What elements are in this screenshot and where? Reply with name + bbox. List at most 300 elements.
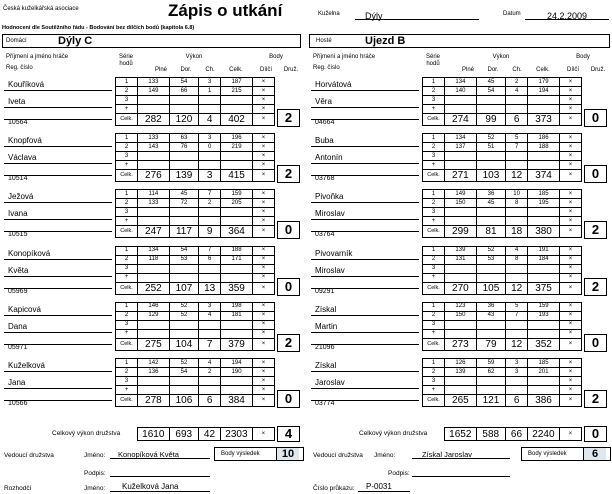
series-value: 52 xyxy=(169,359,198,368)
association-name: Česká kuželkářská asociace xyxy=(3,6,79,12)
total-value: 18 xyxy=(506,226,528,238)
series-value: 36 xyxy=(476,302,505,311)
player-points: 2 xyxy=(277,334,300,352)
total-label: Celk. xyxy=(116,395,138,407)
series-value: 149 xyxy=(445,190,477,199)
sub-point-cell: × xyxy=(252,329,274,338)
player-firstname: Věra xyxy=(315,97,332,106)
sub-point-cell: × xyxy=(252,208,274,217)
series-value: 45 xyxy=(169,190,198,199)
team-total-table xyxy=(137,427,275,441)
series-table xyxy=(422,302,582,351)
sub-point-cell: × xyxy=(559,199,581,208)
player-reg-number: 10514 xyxy=(8,175,28,183)
sub-point-cell: × xyxy=(252,217,274,226)
series-value: 8 xyxy=(506,255,528,264)
sub-point-cell: × xyxy=(559,217,581,226)
series-value: 8 xyxy=(506,199,528,208)
total-value: 81 xyxy=(476,226,505,238)
series-number: 3 xyxy=(423,320,445,329)
total-label: Celk. xyxy=(423,395,445,407)
series-number: 3 xyxy=(423,96,445,105)
player-firstname: Dana xyxy=(8,321,28,331)
series-number: 1 xyxy=(116,246,138,255)
series-number: 1 xyxy=(116,302,138,311)
series-value xyxy=(445,320,477,329)
series-value: 45 xyxy=(476,78,505,87)
name-underline xyxy=(311,202,419,203)
referee-name: Kuželková Jana xyxy=(122,482,179,491)
series-value: 185 xyxy=(528,190,560,199)
home-col-player: Příjmení a jméno hráče xyxy=(6,54,69,60)
series-value xyxy=(138,273,170,282)
name-underline xyxy=(311,219,419,220)
series-value: 59 xyxy=(476,359,505,368)
guest-leader-label: Vedoucí družstva xyxy=(313,452,363,459)
series-number: 2 xyxy=(423,255,445,264)
series-number: 1 xyxy=(423,190,445,199)
name-underline xyxy=(311,146,419,147)
series-number: 1 xyxy=(116,134,138,143)
match-points-label: Body výsledek xyxy=(528,451,567,457)
name-underline xyxy=(311,315,419,316)
series-number: + xyxy=(116,329,138,338)
player-firstname: Jaroslav xyxy=(315,378,345,387)
series-value: 191 xyxy=(528,246,560,255)
series-value xyxy=(199,377,221,386)
total-value: 374 xyxy=(528,170,560,182)
series-value xyxy=(506,320,528,329)
series-value xyxy=(138,320,170,329)
total-value: 107 xyxy=(169,282,198,294)
guest-name-label: Jméno: xyxy=(374,452,396,459)
series-value xyxy=(199,105,221,114)
total-label: Celk. xyxy=(423,282,445,294)
series-value xyxy=(528,152,560,161)
name-underline xyxy=(311,344,419,345)
player-firstname: Antonín xyxy=(315,153,343,163)
series-value xyxy=(138,105,170,114)
sub-point-cell: × xyxy=(252,96,274,105)
series-value: 2 xyxy=(506,78,528,87)
home-col-total: Celk. xyxy=(229,67,243,73)
sub-point-cell: × xyxy=(252,368,274,377)
series-value: 52 xyxy=(476,246,505,255)
team-total-label: Celkový výkon družstva xyxy=(359,430,428,437)
series-table xyxy=(422,189,582,238)
series-value: 129 xyxy=(138,311,170,320)
guest-col-clear: Dor. xyxy=(487,67,499,73)
series-number: 3 xyxy=(116,377,138,386)
team-total-value: 2240 xyxy=(528,428,560,441)
sub-point-cell: × xyxy=(559,368,581,377)
player-firstname: Václava xyxy=(8,153,37,163)
date-label: Datum xyxy=(503,11,521,17)
series-value xyxy=(528,161,560,170)
name-underline xyxy=(311,175,419,176)
name-underline xyxy=(311,163,419,164)
series-table xyxy=(115,77,275,126)
home-player-block xyxy=(2,131,302,187)
series-value: 114 xyxy=(138,190,170,199)
series-value: 53 xyxy=(169,255,198,264)
name-underline xyxy=(4,231,112,232)
series-value: 131 xyxy=(445,255,477,264)
name-underline xyxy=(4,219,112,220)
series-value xyxy=(528,320,560,329)
player-surname: Konopíková xyxy=(8,248,51,258)
name-underline xyxy=(311,400,419,401)
series-value: 0 xyxy=(199,143,221,152)
name-underline xyxy=(4,175,112,176)
total-value: 252 xyxy=(138,282,170,294)
sub-point-cell: × xyxy=(252,199,274,208)
series-value: 195 xyxy=(528,199,560,208)
series-value: 133 xyxy=(138,199,170,208)
guest-player-block xyxy=(309,75,609,131)
name-underline xyxy=(4,107,112,108)
sub-point-cell: × xyxy=(559,377,581,386)
series-value xyxy=(199,208,221,217)
series-value: 63 xyxy=(169,134,198,143)
total-value: 6 xyxy=(506,114,528,126)
series-value: 76 xyxy=(169,143,198,152)
home-team-bar xyxy=(2,34,301,48)
name-underline xyxy=(311,332,419,333)
guest-col-performance: Výkon xyxy=(492,54,510,60)
sub-point-cell: × xyxy=(252,134,274,143)
player-points: 0 xyxy=(584,165,607,183)
player-reg-number: 05969 xyxy=(8,287,28,295)
series-value: 159 xyxy=(221,190,253,199)
series-value xyxy=(445,386,477,395)
home-col-series: Série hodů xyxy=(118,54,133,67)
name-underline xyxy=(4,119,112,120)
series-value xyxy=(445,273,477,282)
series-number: 2 xyxy=(116,199,138,208)
team-total-value: 1610 xyxy=(138,428,170,441)
team-total-table xyxy=(444,427,582,441)
series-number: + xyxy=(423,105,445,114)
series-value xyxy=(476,208,505,217)
guest-col-player: Příjmení a jméno hráče xyxy=(313,54,376,60)
name-underline xyxy=(311,231,419,232)
series-value: 7 xyxy=(506,311,528,320)
series-value: 150 xyxy=(445,199,477,208)
player-firstname: Ivana xyxy=(8,209,28,219)
series-value xyxy=(169,377,198,386)
series-number: 3 xyxy=(423,264,445,273)
series-value: 2 xyxy=(199,368,221,377)
total-value: 6 xyxy=(506,395,528,407)
name-underline xyxy=(4,388,112,389)
total-value: 275 xyxy=(138,338,170,350)
team-sub-cell: × xyxy=(252,428,274,441)
sub-point-cell: × xyxy=(252,161,274,170)
series-value: 52 xyxy=(169,302,198,311)
series-number: + xyxy=(423,161,445,170)
home-player-block xyxy=(2,244,302,300)
series-value: 4 xyxy=(506,246,528,255)
series-value: 72 xyxy=(169,199,198,208)
series-value: 4 xyxy=(199,359,221,368)
series-value: 136 xyxy=(138,368,170,377)
total-value: 12 xyxy=(506,338,528,350)
total-value: 117 xyxy=(169,226,198,238)
home-name-label: Jméno: xyxy=(84,452,106,459)
series-value xyxy=(169,273,198,282)
guest-signature-label: Podpis: xyxy=(388,470,410,477)
home-leader-name: Konopíková Květa xyxy=(118,450,179,459)
total-value: 375 xyxy=(528,282,560,294)
series-value xyxy=(199,152,221,161)
sub-point-cell: × xyxy=(252,87,274,96)
sub-point-cell: × xyxy=(252,311,274,320)
series-value: 52 xyxy=(169,311,198,320)
series-number: 1 xyxy=(423,302,445,311)
series-value xyxy=(476,152,505,161)
series-number: 2 xyxy=(423,311,445,320)
home-player-block xyxy=(2,300,302,356)
home-col-reg: Reg. číslo xyxy=(6,65,33,71)
series-number: 2 xyxy=(116,255,138,264)
series-number: 3 xyxy=(116,208,138,217)
series-table xyxy=(422,358,582,407)
series-value xyxy=(138,264,170,273)
player-surname: Kapicová xyxy=(8,304,41,314)
guest-signature-field xyxy=(412,466,510,477)
series-value xyxy=(169,329,198,338)
referee-label: Rozhodčí xyxy=(4,485,32,492)
series-table xyxy=(115,189,275,238)
series-value xyxy=(169,152,198,161)
name-underline xyxy=(311,288,419,289)
series-value xyxy=(169,96,198,105)
series-value xyxy=(199,329,221,338)
series-value: 150 xyxy=(445,311,477,320)
sub-point-cell: × xyxy=(252,320,274,329)
series-value xyxy=(506,161,528,170)
guest-team-name: Ujezd B xyxy=(365,35,406,47)
total-value: 299 xyxy=(445,226,477,238)
total-value: 104 xyxy=(169,338,198,350)
series-value xyxy=(138,152,170,161)
series-number: 1 xyxy=(116,190,138,199)
date-field xyxy=(525,6,609,20)
name-underline xyxy=(4,288,112,289)
series-number: + xyxy=(423,386,445,395)
guest-player-block xyxy=(309,187,609,243)
series-value xyxy=(445,377,477,386)
name-underline xyxy=(4,259,112,260)
series-value: 118 xyxy=(138,255,170,264)
team-sub-cell: × xyxy=(559,428,581,441)
series-value: 126 xyxy=(445,359,477,368)
series-value: 45 xyxy=(476,199,505,208)
sub-point-cell: × xyxy=(559,143,581,152)
series-value: 10 xyxy=(506,190,528,199)
series-number: 2 xyxy=(423,87,445,96)
home-signature-label: Podpis: xyxy=(84,470,106,477)
total-value: 99 xyxy=(476,114,505,126)
series-value: 194 xyxy=(528,87,560,96)
series-value xyxy=(221,264,253,273)
total-value: 6 xyxy=(199,395,221,407)
series-value xyxy=(506,96,528,105)
series-number: 3 xyxy=(423,377,445,386)
series-number: 3 xyxy=(423,208,445,217)
series-value xyxy=(528,96,560,105)
series-value xyxy=(476,96,505,105)
sub-point-cell: × xyxy=(559,302,581,311)
player-points: 0 xyxy=(584,334,607,352)
series-value xyxy=(138,377,170,386)
series-value: 1 xyxy=(199,87,221,96)
name-underline xyxy=(4,371,112,372)
series-value: 5 xyxy=(506,302,528,311)
series-value xyxy=(221,273,253,282)
guest-side-label: Hosté xyxy=(316,38,332,44)
player-surname: Pivovarník xyxy=(315,248,353,258)
sub-point-cell: × xyxy=(559,386,581,395)
name-underline xyxy=(311,388,419,389)
sub-point-cell: × xyxy=(252,282,274,294)
player-surname: Kouříková xyxy=(8,80,45,89)
team-total-value: 1652 xyxy=(445,428,477,441)
sub-point-cell: × xyxy=(252,395,274,407)
player-surname: Buba xyxy=(315,136,334,146)
page-title: Zápis o utkání xyxy=(168,1,283,20)
name-underline xyxy=(4,276,112,277)
player-surname: Pivoňka xyxy=(315,192,344,202)
series-number: 3 xyxy=(116,96,138,105)
total-label: Celk. xyxy=(116,170,138,182)
series-value xyxy=(221,96,253,105)
sub-point-cell: × xyxy=(559,320,581,329)
series-value: 3 xyxy=(199,302,221,311)
home-col-sub: Dílčí xyxy=(260,67,272,73)
series-number: 1 xyxy=(423,134,445,143)
total-value: 379 xyxy=(221,338,253,350)
sub-point-cell: × xyxy=(559,105,581,114)
name-underline xyxy=(311,276,419,277)
match-points-label: Body výsledek xyxy=(221,451,260,457)
alley-field xyxy=(355,6,479,20)
series-table xyxy=(115,358,275,407)
player-points: 0 xyxy=(277,278,300,296)
name-underline xyxy=(311,90,419,91)
name-underline xyxy=(4,315,112,316)
home-col-full: Plné xyxy=(154,67,167,73)
sub-point-cell: × xyxy=(559,87,581,96)
series-number: 1 xyxy=(423,246,445,255)
home-col-match: Druž. xyxy=(283,67,299,73)
series-number: 3 xyxy=(423,152,445,161)
series-value xyxy=(506,377,528,386)
series-value: 179 xyxy=(528,78,560,87)
series-value xyxy=(221,329,253,338)
name-underline xyxy=(4,163,112,164)
series-value: 219 xyxy=(221,143,253,152)
series-value: 134 xyxy=(445,134,477,143)
player-surname: Knopfová xyxy=(8,136,42,146)
series-value: 139 xyxy=(445,368,477,377)
series-value: 51 xyxy=(476,143,505,152)
sub-point-cell: × xyxy=(252,246,274,255)
series-value: 185 xyxy=(528,359,560,368)
series-value: 143 xyxy=(138,143,170,152)
player-points: 2 xyxy=(277,109,300,127)
name-underline xyxy=(4,332,112,333)
home-col-points: Body xyxy=(269,54,283,60)
series-value xyxy=(221,105,253,114)
sub-point-cell: × xyxy=(559,329,581,338)
series-value: 181 xyxy=(221,311,253,320)
series-value xyxy=(199,161,221,170)
series-value xyxy=(506,152,528,161)
guest-col-series: Série hodů xyxy=(425,54,440,67)
series-value xyxy=(199,273,221,282)
total-value: 271 xyxy=(445,170,477,182)
series-table xyxy=(115,302,275,351)
guest-col-full: Plné xyxy=(461,67,474,73)
team-total-value: 42 xyxy=(198,428,220,441)
sub-point-cell: × xyxy=(252,359,274,368)
player-reg-number: 21096 xyxy=(315,343,335,351)
series-value: 62 xyxy=(476,368,505,377)
guest-player-block xyxy=(309,131,609,187)
series-value xyxy=(476,161,505,170)
total-value: 4 xyxy=(199,114,221,126)
date-value: 24.2.2009 xyxy=(546,11,588,21)
player-points: 0 xyxy=(584,109,607,127)
series-value: 3 xyxy=(506,359,528,368)
series-value xyxy=(476,377,505,386)
team-total-value: 2303 xyxy=(221,428,253,441)
sub-point-cell: × xyxy=(559,338,581,350)
sub-point-cell: × xyxy=(559,226,581,238)
sub-point-cell: × xyxy=(252,264,274,273)
total-value: 276 xyxy=(138,170,170,182)
name-underline xyxy=(311,107,419,108)
team-total-label: Celkový výkon družstva xyxy=(52,430,121,437)
team-total-value: 66 xyxy=(505,428,527,441)
series-value: 186 xyxy=(528,134,560,143)
series-value xyxy=(445,152,477,161)
total-label: Celk. xyxy=(116,282,138,294)
series-number: + xyxy=(116,161,138,170)
series-number: + xyxy=(423,217,445,226)
player-points: 2 xyxy=(584,278,607,296)
name-underline xyxy=(4,400,112,401)
total-value: 384 xyxy=(221,395,253,407)
sub-point-cell: × xyxy=(559,359,581,368)
guest-team-bar xyxy=(309,34,610,48)
total-value: 282 xyxy=(138,114,170,126)
series-number: 2 xyxy=(423,368,445,377)
total-value: 359 xyxy=(221,282,253,294)
total-label: Celk. xyxy=(116,114,138,126)
series-value: 159 xyxy=(528,302,560,311)
series-value: 54 xyxy=(169,246,198,255)
series-value xyxy=(199,217,221,226)
sub-point-cell: × xyxy=(252,170,274,182)
guest-col-match: Druž. xyxy=(590,67,606,73)
total-label: Celk. xyxy=(423,114,445,126)
player-reg-number: 10566 xyxy=(8,400,28,407)
series-value: 6 xyxy=(199,255,221,264)
home-team-total-row xyxy=(2,426,302,442)
